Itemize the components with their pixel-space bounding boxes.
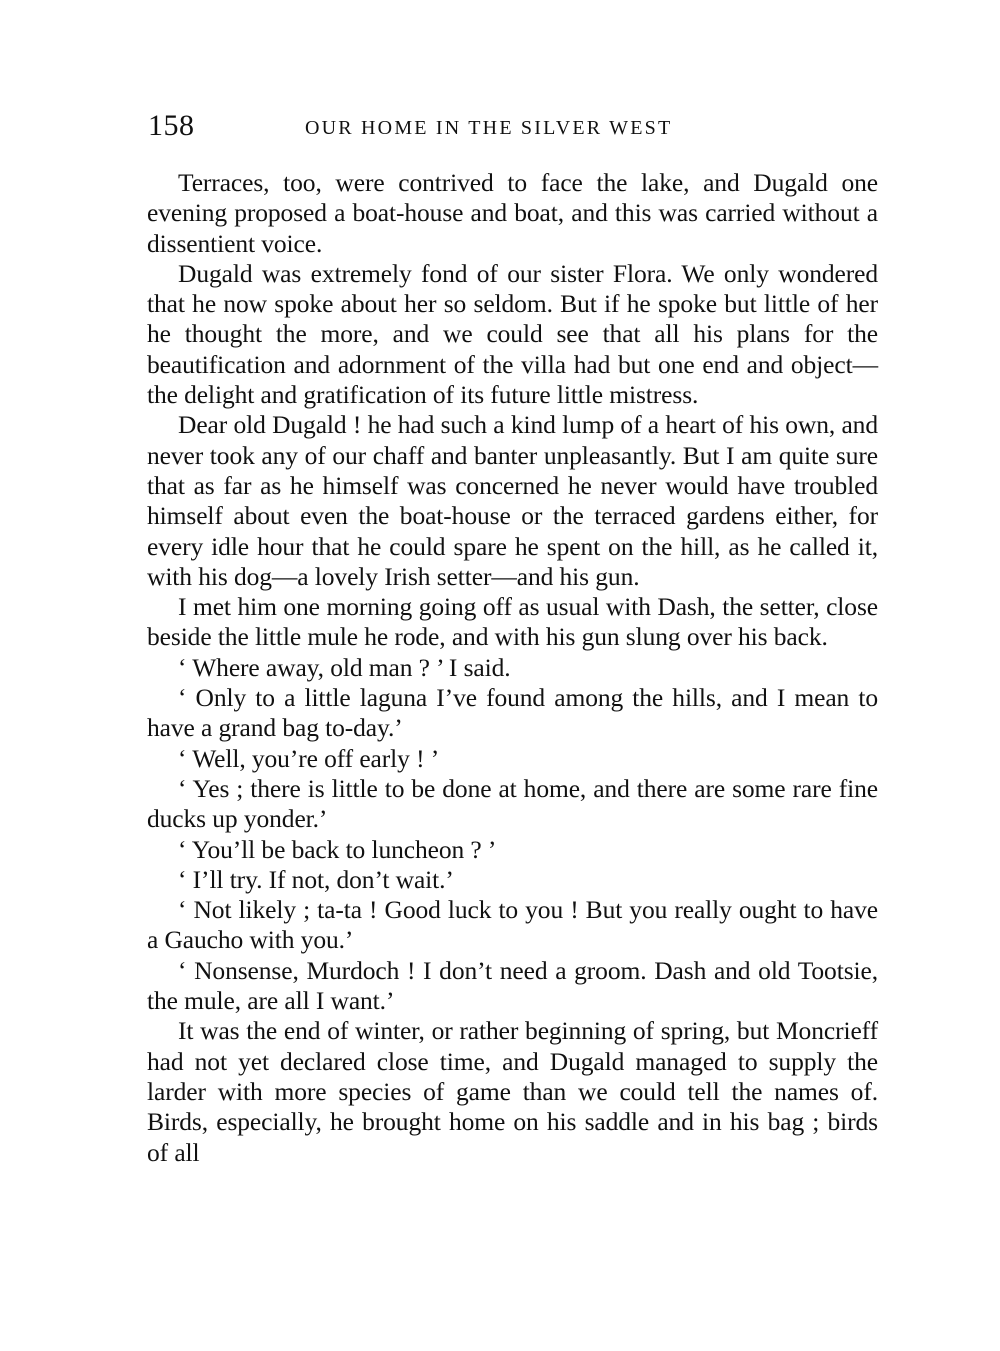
paragraph-4: I met him one morning going off as usual with Dash, the setter, close beside the little mule he rode, and with his gun slung over his back. (147, 592, 878, 652)
running-title: OUR HOME IN THE SILVER WEST (305, 117, 673, 139)
page-number: 158 (148, 109, 195, 142)
body-text (147, 168, 878, 1168)
dialogue-line-8: ‘ Nonsense, Murdoch ! I don’t need a groom. Dash and old Tootsie, the mule, are all I want.’ (147, 955, 878, 1016)
running-head (148, 106, 880, 146)
paragraph-3: Dear old Dugald ! he had such a kind lump of a heart of his own, and never took any of our chaff and banter unpleasantly. But I am quite sure that as far as he himself was concerned he never would have troubled himself about even the boat-house or the terraced gardens either, for every idle hour that he could spare he spent on the hill, as he called it, with his dog—a lovely Irish setter—and his gun. (147, 410, 878, 591)
dialogue-line-4: ‘ Yes ; there is little to be done at home, and there are some rare fine ducks up yonder.’ (147, 773, 878, 834)
paragraph-1: Terraces, too, were contrived to face the lake, and Dugald one evening proposed a boat-house and boat, and this was carried without a dissentient voice. (147, 168, 878, 258)
dialogue-line-5: ‘ You’ll be back to luncheon ? ’ (178, 834, 497, 864)
paragraph-2: Dugald was extremely fond of our sister Flora. We only wondered that he now spoke about her so seldom. But if he spoke but little of her he thought the more, and we could see that all his plans for the beautification and adornment of the villa had but one end and object—the delight and gratification of its future little mistress. (147, 258, 878, 410)
dialogue-line-7: ‘ Not likely ; ta-ta ! Good luck to you ! But you really ought to have a Gaucho with you.’ (147, 895, 878, 955)
dialogue-line-1: ‘ Where away, old man ? ’ I said. (178, 652, 511, 682)
dialogue-line-3: ‘ Well, you’re off early ! ’ (178, 743, 440, 773)
dialogue-line-6: ‘ I’ll try. If not, don’t wait.’ (178, 864, 454, 894)
paragraph-5: It was the end of winter, or rather beginning of spring, but Moncrieff had not yet declared close time, and Dugald managed to supply the larder with more species of game than we could tell the names of. Birds, especially, he brought home on his saddle and in his bag ; birds of all (147, 1016, 878, 1167)
dialogue-line-2: ‘ Only to a little laguna I’ve found among the hills, and I mean to have a grand bag to-day.’ (147, 683, 878, 743)
